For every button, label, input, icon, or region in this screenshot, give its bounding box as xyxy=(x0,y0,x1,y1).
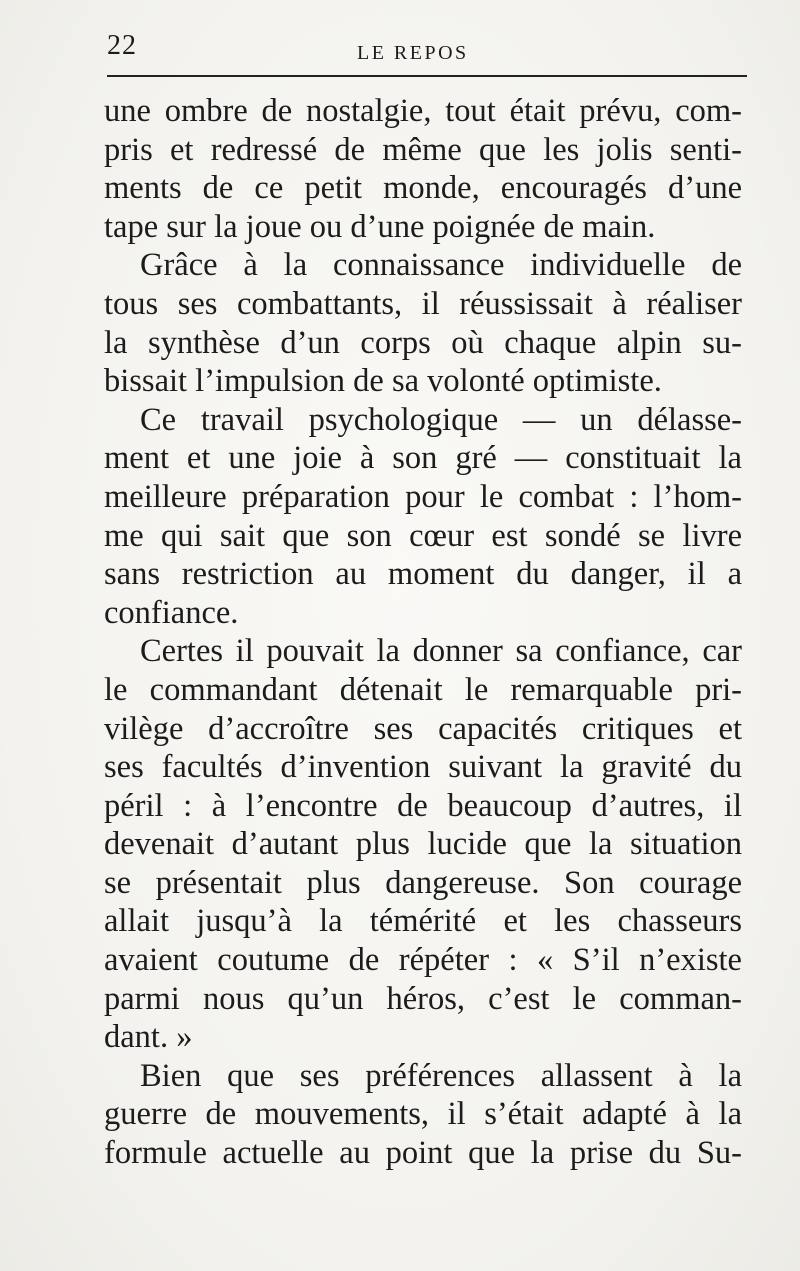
text-line: allait jusqu’à la témérité et les chasseurs xyxy=(104,903,742,940)
text-line: Grâce à la connaissance individuelle de xyxy=(140,247,742,284)
paragraph xyxy=(104,92,742,246)
text-line: ments de ce petit monde, encouragés d’une xyxy=(104,170,742,207)
text-line: dant. » xyxy=(104,1019,193,1056)
text-line: bissait l’impulsion de sa volonté optimiste. xyxy=(104,363,662,400)
header-rule xyxy=(107,75,747,77)
text-line: pris et redressé de même que les jolis senti- xyxy=(104,131,742,168)
text-line: Bien que ses préférences allassent à la xyxy=(140,1057,742,1094)
text-line: Ce travail psychologique — un délasse- xyxy=(140,401,742,438)
page-header xyxy=(107,30,747,80)
text-line: péril : à l’encontre de beaucoup d’autres, il xyxy=(104,787,742,824)
paragraph xyxy=(104,1057,742,1173)
text-line: la synthèse d’un corps où chaque alpin su- xyxy=(104,324,742,361)
text-line: ment et une joie à son gré — constituait la xyxy=(104,440,742,477)
paragraph xyxy=(104,401,742,633)
text-line: Certes il pouvait la donner sa confiance, car xyxy=(140,633,742,670)
text-line: me qui sait que son cœur est sondé se livre xyxy=(104,517,742,554)
body-text xyxy=(104,92,742,1173)
paragraph xyxy=(104,632,742,1057)
text-line: se présentait plus dangereuse. Son courage xyxy=(104,864,742,901)
text-line: une ombre de nostalgie, tout était prévu, com- xyxy=(104,93,742,129)
text-line: confiance. xyxy=(104,594,239,631)
text-line: vilège d’accroître ses capacités critiques et xyxy=(104,710,742,747)
text-line: meilleure préparation pour le combat : l’hom- xyxy=(104,478,742,515)
text-line: formule actuelle au point que la prise du Su- xyxy=(104,1135,742,1172)
text-line: parmi nous qu’un héros, c’est le comman- xyxy=(104,980,742,1017)
page-number: 22 xyxy=(107,30,137,61)
text-line: le commandant détenait le remarquable pri- xyxy=(104,671,742,708)
text-line: sans restriction au moment du danger, il a xyxy=(104,556,742,593)
running-title: LE REPOS xyxy=(357,42,469,64)
text-line: ses facultés d’invention suivant la gravité du xyxy=(104,749,742,786)
text-line: tous ses combattants, il réussissait à réaliser xyxy=(104,285,742,322)
text-line: devenait d’autant plus lucide que la situation xyxy=(104,826,742,863)
paragraph xyxy=(104,246,742,400)
text-line: guerre de mouvements, il s’était adapté à la xyxy=(104,1096,742,1133)
text-line: avaient coutume de répéter : « S’il n’existe xyxy=(104,942,742,979)
text-line: tape sur la joue ou d’une poignée de main. xyxy=(104,208,656,245)
